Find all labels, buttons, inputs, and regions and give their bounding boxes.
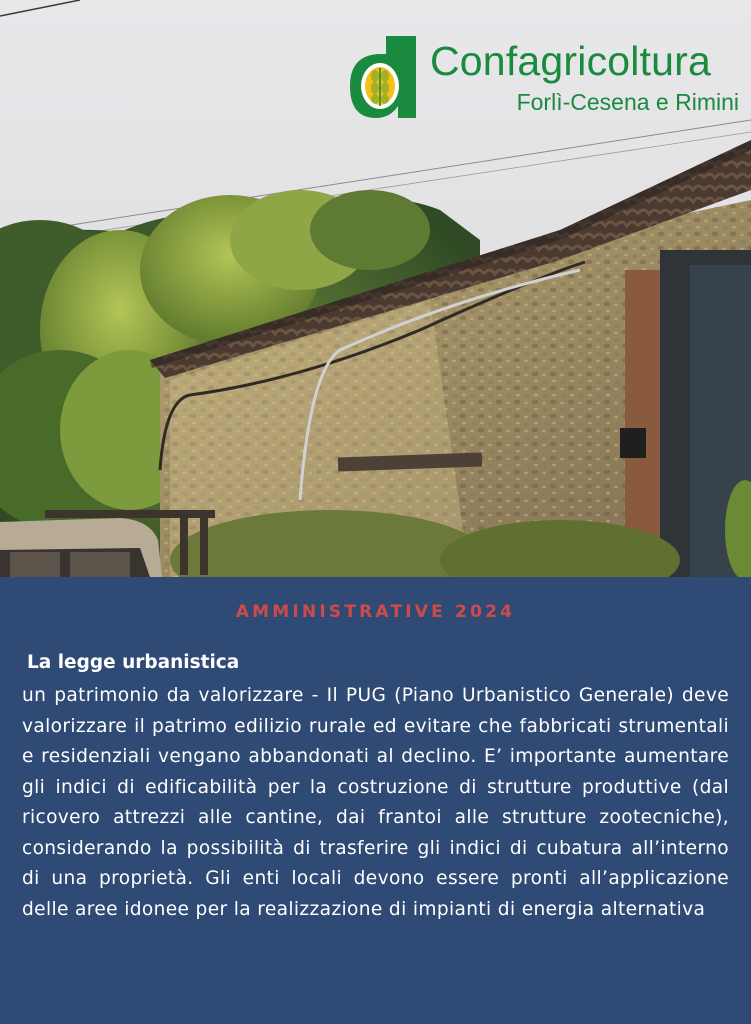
confagricoltura-logo — [350, 36, 745, 120]
brand-name: Confagricoltura — [430, 38, 712, 84]
article-panel — [0, 577, 751, 1024]
article-heading: La legge urbanistica — [27, 652, 240, 673]
article-kicker: AMMINISTRATIVE 2024 — [235, 602, 516, 622]
wheat-a-logo-icon — [350, 36, 422, 118]
brand-subtitle: Forlì-Cesena e Rimini — [516, 89, 739, 115]
article-body: un patrimonio da valorizzare - Il PUG (Piano Urbanistico Generale) deve valorizzare il patrimo edilizio rurale ed evitare che fabbricati strumentali e residenziali vengano abbandonati al declino. E’ importante aumentare gli indici di edificabilità per la costruzione di strutture produttive (dal ricovero attrezzi alle cantine, dai frantoi alle strutture zootecniche), considerando la possibilità di trasferire gli indici di cubatura all’interno di una proprietà. Gli enti locali devono essere pronti all’applicazione delle aree idonee per la realizzazione di impianti di energia alternativa — [22, 685, 729, 920]
